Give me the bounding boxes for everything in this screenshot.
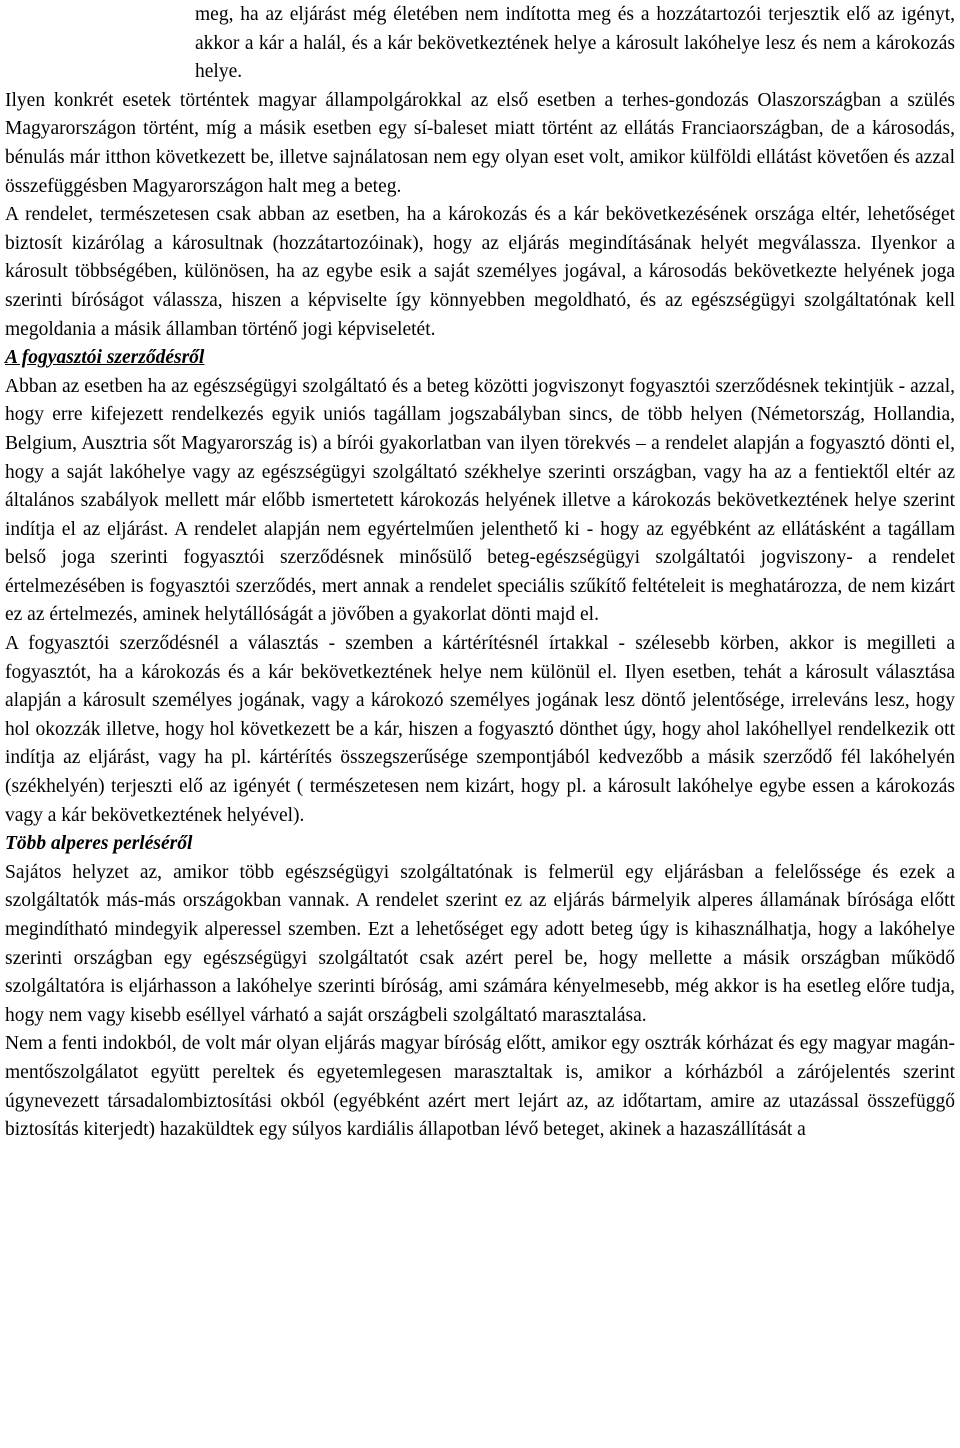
paragraph-2: A rendelet, természetesen csak abban az esetben, ha a károkozás és a kár bekövetkezésének országa eltér, lehetőséget biztosít kizárólag a károsultnak (hozzátartozóinak), hogy az eljárás megindításának helyét megválassza. Ilyenkor a károsult többségében, különösen, ha az egybe esik a saját személyes jogával, a károsodás bekövetkezte helyének joga szerinti bíróságot válassza, hiszen a képviselte így könnyebben megoldható, és az egészségügyi szolgáltatónak kell megoldania a másik államban történő jogi képviseletét. — [5, 204, 955, 340]
paragraph-6: Nem a fenti indokból, de volt már olyan eljárás magyar bíróság előtt, amikor egy osztrák kórházat és egy magyar magán-mentőszolgálatot együtt pereltek és egyetemlegesen marasztaltak is, amikor a kórházból a zárójelentés szerint úgynevezett társadalombiztosítási okból (egyébként azért mert lejárt az, az időtartam, amire az utazással összefüggő biztosítás kiterjedt) hazaküldtek egy súlyos kardiális állapotban lévő beteget, akinek a hazaszállítását a — [5, 1033, 955, 1141]
heading-multiple-defendants: Több alperes perléséről — [5, 833, 193, 855]
paragraph-4: A fogyasztói szerződésnél a választás - szemben a kártérítésnél írtakkal - szélesebb körben, akkor is megilleti a fogyasztót, ha a károkozás és a kár bekövetkeztének helye nem különül el. Ilyen esetben, tehát a károsult választása alapján a károsult személyes jogának, vagy a károkozó személyes jogának lesz döntő jelentősége, irreleváns lesz, hogy hol okozzák illetve, hogy hol következett be a kár, hiszen a fogyasztó dönthet úgy, hogy ahol lakóhellyel rendelkezik ott indítja az eljárást, vagy ha pl. kártérítés összegszerűsége szempontjából kedvezőbb a másik szerződő fél lakóhelyén (székhelyén) terjeszti elő az igényét ( természetesen nem kizárt, hogy pl. a károsult lakóhelye egybe essen a károkozás vagy a kár bekövetkeztének helyével). — [5, 633, 955, 826]
paragraph-1: Ilyen konkrét esetek történtek magyar állampolgárokkal az első esetben a terhes-gondozás Olaszországban a szülés Magyarországon történt, míg a másik esetben egy sí-baleset miatt történt az ellátás Franciaországban, de a károsodás, bénulás már itthon következett be, illetve sajnálatosan nem egy olyan eset volt, amikor külföldi ellátást követően és azzal összefüggésben Magyarországon halt meg a beteg. — [5, 89, 955, 197]
heading-consumer-contract: A fogyasztói szerződésről — [5, 347, 205, 369]
paragraph-3: Abban az esetben ha az egészségügyi szolgáltató és a beteg közötti jogviszonyt fogyasztói szerződésnek tekintjük - azzal, hogy erre kifejezett rendelkezés egyik uniós tagállam jogszabályban sincs, de több helyen (Németország, Hollandia, Belgium, Ausztria sőt Magyarország is) a bírói gyakorlatban van ilyen törekvés – a rendelet alapján a fogyasztó dönti el, hogy a saját lakóhelye vagy az egészségügyi szolgáltató székhelye szerinti országban, vagy ha az a fentiektől eltér az általános szabályok mellett már előbb ismertetett károkozás helyének illetve a károkozás bekövetkeztének helye szerint indítja el az eljárást. A rendelet alapján nem egyértelműen jelenthető ki - hogy az egyébként az ellátásként a tagállam belső joga szerinti fogyasztói szerződésnek minősülő beteg-egészségügyi szolgáltatói jogviszony- a rendelet értelmezésében is fogyasztói szerződés, mert annak a rendelet speciális szűkítő feltételeit is meghatározza, de nem kizárt ez az értelmezés, aminek helytállóságát a jövőben a gyakorlat dönti majd el. — [5, 375, 955, 626]
document-page — [5, 1, 955, 1145]
paragraph-5: Sajátos helyzet az, amikor több egészségügyi szolgáltatónak is felmerül egy eljárásban a felelőssége és ezek a szolgáltatók más-más országokban vannak. A rendelet szerint ez az eljárás bármelyik alperes államának bírósága előtt megindítható mindegyik alperessel szemben. Ezt a lehetőséget egy adott beteg úgy is kihasználhatja, hogy a lakóhelye szerinti országban egy egészségügyi szolgáltatót csak azért perel be, hogy mellette a másik országban működő szolgáltatóra is eljárhasson a lakóhelye szerinti bíróság, ami számára kényelmesebb, még akkor is ha esetleg előre tudja, hogy nem vagy kisebb eséllyel várható a saját országbeli szolgáltató marasztalása. — [5, 861, 955, 1026]
intro-block: meg, ha az eljárást még életében nem indította meg és a hozzátartozói terjesztik elő az igényt, akkor a kár a halál, és a kár bekövetkeztének helye a károsult lakóhelye lesz és nem a károkozás helye. — [195, 4, 955, 83]
